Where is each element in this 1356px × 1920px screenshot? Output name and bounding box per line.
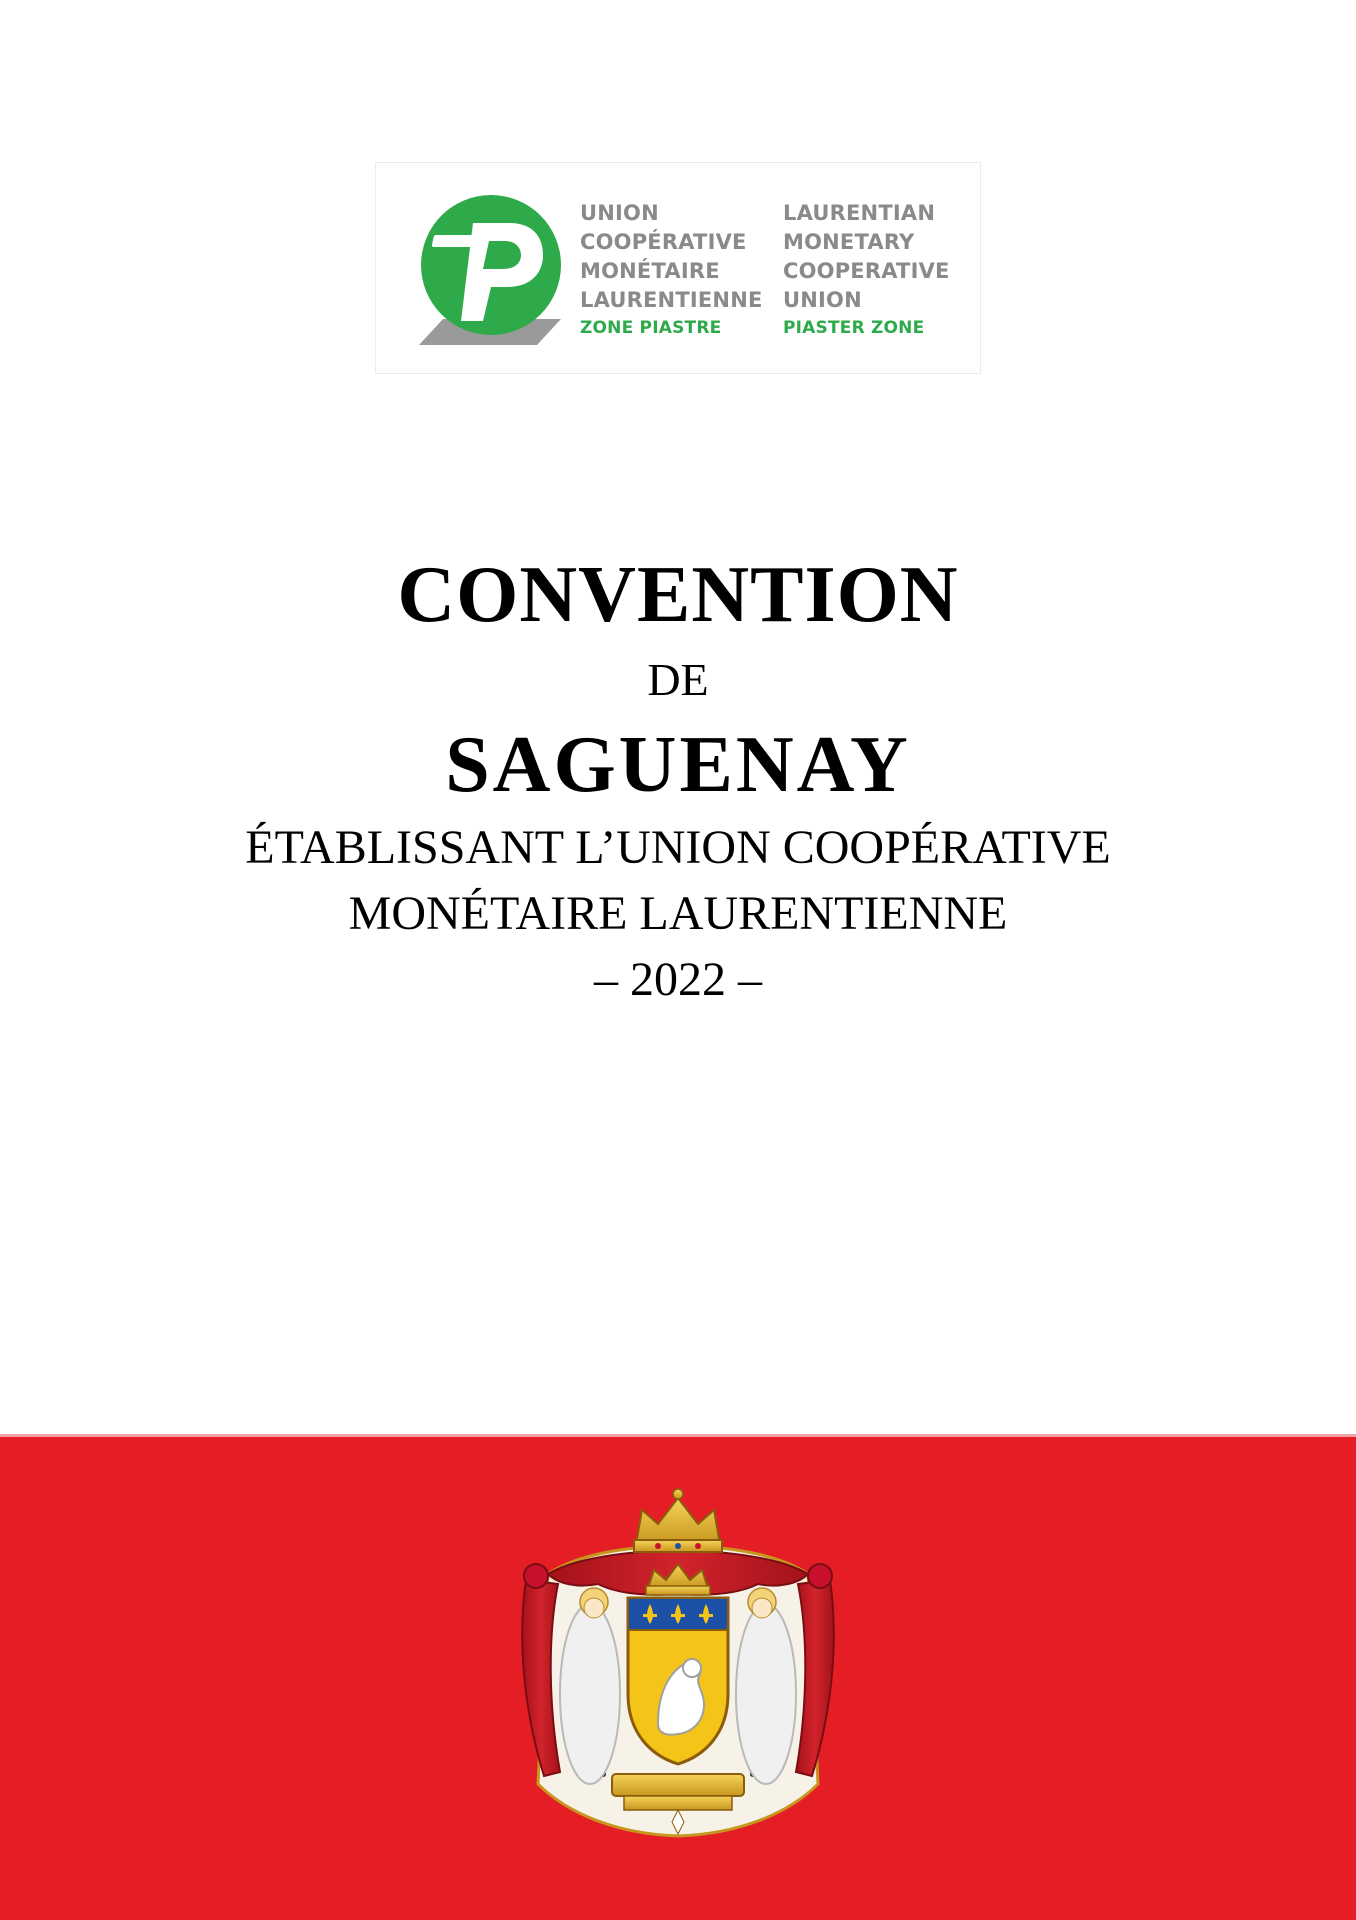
logo-en-line: MONETARY xyxy=(783,230,915,254)
logo-fr-line: UNION xyxy=(580,201,659,225)
title-convention: CONVENTION xyxy=(397,551,959,639)
logo-text-french xyxy=(580,199,763,341)
logo-en-line: UNION xyxy=(783,288,862,312)
organization-logo xyxy=(375,162,981,374)
logo-fr-line: MONÉTAIRE xyxy=(580,259,720,283)
logo-fr-zone: ZONE PIASTRE xyxy=(580,318,722,338)
title-saguenay: SAGUENAY xyxy=(445,721,911,809)
subtitle-line-1: ÉTABLISSANT L’UNION COOPÉRATIVE xyxy=(245,821,1111,874)
piastre-p-logo-icon xyxy=(411,193,571,353)
logo-text-english xyxy=(783,199,950,341)
logo-fr-line: LAURENTIENNE xyxy=(580,288,763,312)
logo-en-line: COOPERATIVE xyxy=(783,259,950,283)
logo-en-line: LAURENTIAN xyxy=(783,201,936,225)
title-de: DE xyxy=(647,654,709,705)
document-year: – 2022 – xyxy=(594,953,762,1006)
coat-of-arms-icon xyxy=(508,1484,848,1844)
subtitle-line-2: MONÉTAIRE LAURENTIENNE xyxy=(348,887,1008,940)
logo-fr-line: COOPÉRATIVE xyxy=(580,230,747,254)
document-title xyxy=(0,545,1356,1013)
logo-en-zone: PIASTER ZONE xyxy=(783,318,925,338)
